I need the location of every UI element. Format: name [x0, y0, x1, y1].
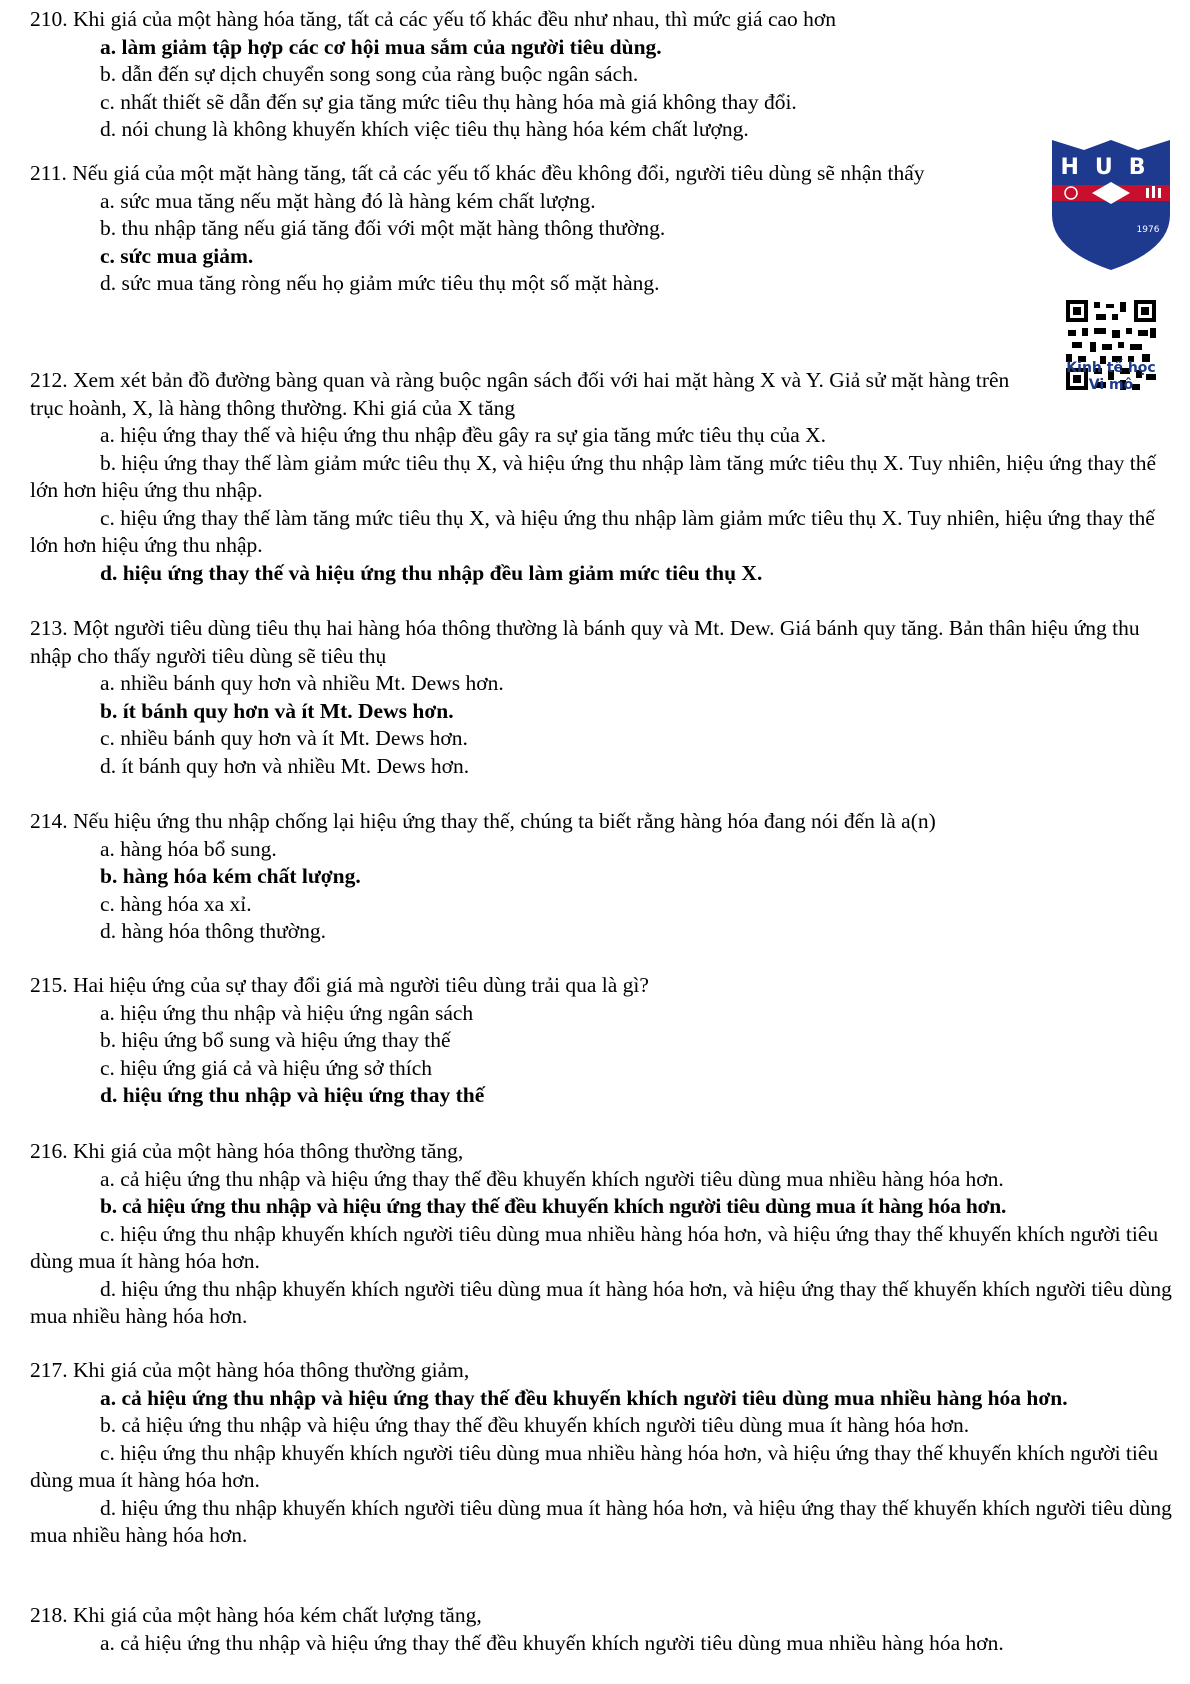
answer-option: b. cả hiệu ứng thu nhập và hiệu ứng thay thế đều khuyến khích người tiêu dùng mua ít hàng hóa hơn.: [100, 1194, 1007, 1218]
answer-option: d. ít bánh quy hơn và nhiều Mt. Dews hơn.: [100, 753, 470, 778]
logo-caption-line2: Vi mô: [1088, 377, 1134, 393]
answer-option: d. hiệu ứng thu nhập và hiệu ứng thay thế: [100, 1083, 485, 1107]
question-215: [30, 972, 1172, 1110]
shield-letters: HUB: [1060, 155, 1162, 180]
question-217: [30, 1357, 1172, 1550]
question-216: [30, 1138, 1172, 1331]
answer-option: b. hàng hóa kém chất lượng.: [100, 864, 361, 888]
answer-option: b. thu nhập tăng nếu giá tăng đối với một mặt hàng thông thường.: [100, 216, 666, 240]
question-stem: 211. Nếu giá của một mặt hàng tăng, tất cả các yếu tố khác đều không đổi, người tiêu dùng sẽ nhận thấy: [30, 161, 925, 185]
question-stem: 217. Khi giá của một hàng hóa thông thường giảm,: [30, 1358, 470, 1382]
logo-caption-line1: Kinh tế học: [1066, 360, 1156, 376]
answer-option: d. hiệu ứng thu nhập khuyến khích người tiêu dùng mua ít hàng hóa hơn, và hiệu ứng thay thế khuyến khích người tiêu dùng mua nhiều hàng hóa hơn.: [30, 1276, 1172, 1328]
question-stem: 212. Xem xét bản đồ đường bàng quan và ràng buộc ngân sách đối với hai mặt hàng X và Y. Giả sử mặt hàng trên trục hoành, X, là hàng thông thường. Khi giá của X tăng: [30, 368, 1010, 420]
answer-option: b. ít bánh quy hơn và ít Mt. Dews hơn.: [100, 698, 454, 723]
question-212: [30, 367, 1172, 587]
question-211: [30, 160, 990, 298]
answer-option: a. hàng hóa bổ sung.: [100, 836, 277, 861]
answer-option: d. hiệu ứng thay thế và hiệu ứng thu nhập đều làm giảm mức tiêu thụ X.: [100, 560, 763, 585]
answer-option: d. hiệu ứng thu nhập khuyến khích người tiêu dùng mua ít hàng hóa hơn, và hiệu ứng thay thế khuyến khích người tiêu dùng mua nhiều hàng hóa hơn.: [30, 1495, 1172, 1547]
answer-option: a. nhiều bánh quy hơn và nhiều Mt. Dews hơn.: [100, 671, 504, 695]
question-210: [30, 6, 1172, 144]
answer-option: c. hiệu ứng thu nhập khuyến khích người tiêu dùng mua nhiều hàng hóa hơn, và hiệu ứng thay thế khuyến khích người tiêu dùng mua ít hàng hóa hơn.: [30, 1440, 1159, 1492]
answer-option: b. hiệu ứng thay thế làm giảm mức tiêu thụ X, và hiệu ứng thu nhập làm tăng mức tiêu thụ X. Tuy nhiên, hiệu ứng thay thế lớn hơn hiệu ứng thu nhập.: [30, 450, 1157, 502]
answer-option: a. hiệu ứng thu nhập và hiệu ứng ngân sách: [100, 1000, 474, 1025]
answer-option: d. hàng hóa thông thường.: [100, 919, 327, 943]
answer-option: c. hàng hóa xa xỉ.: [100, 891, 252, 916]
question-stem: 213. Một người tiêu dùng tiêu thụ hai hàng hóa thông thường là bánh quy và Mt. Dew. Giá bánh quy tăng. Bản thân hiệu ứng thu nhập cho thấy người tiêu dùng sẽ tiêu thụ: [30, 616, 1140, 668]
answer-option: d. nói chung là không khuyến khích việc tiêu thụ hàng hóa kém chất lượng.: [100, 117, 749, 141]
answer-option: c. hiệu ứng giá cả và hiệu ứng sở thích: [100, 1055, 433, 1080]
answer-option: b. dẫn đến sự dịch chuyển song song của ràng buộc ngân sách.: [100, 62, 639, 86]
question-stem: 216. Khi giá của một hàng hóa thông thường tăng,: [30, 1139, 464, 1163]
answer-option: a. cả hiệu ứng thu nhập và hiệu ứng thay thế đều khuyến khích người tiêu dùng mua nhiều hàng hóa hơn.: [100, 1166, 1004, 1191]
answer-option: c. sức mua giảm.: [100, 243, 254, 268]
question-213: [30, 615, 1172, 780]
question-stem: 215. Hai hiệu ứng của sự thay đổi giá mà người tiêu dùng trải qua là gì?: [30, 973, 649, 997]
question-stem: 210. Khi giá của một hàng hóa tăng, tất cả các yếu tố khác đều như nhau, thì mức giá cao hơn: [30, 7, 837, 31]
answer-option: a. làm giảm tập hợp các cơ hội mua sắm của người tiêu dùng.: [100, 34, 662, 59]
answer-option: c. hiệu ứng thu nhập khuyến khích người tiêu dùng mua nhiều hàng hóa hơn, và hiệu ứng thay thế khuyến khích người tiêu dùng mua ít hàng hóa hơn.: [30, 1221, 1159, 1273]
answer-option: b. hiệu ứng bổ sung và hiệu ứng thay thế: [100, 1028, 451, 1052]
answer-option: a. cả hiệu ứng thu nhập và hiệu ứng thay thế đều khuyến khích người tiêu dùng mua nhiều hàng hóa hơn.: [100, 1630, 1004, 1655]
answer-option: c. nhiều bánh quy hơn và ít Mt. Dews hơn.: [100, 726, 468, 750]
question-stem: 214. Nếu hiệu ứng thu nhập chống lại hiệu ứng thay thế, chúng ta biết rằng hàng hóa đang nói đến là a(n): [30, 809, 936, 833]
university-logo: [1046, 140, 1176, 440]
answer-option: d. sức mua tăng ròng nếu họ giảm mức tiêu thụ một số mặt hàng.: [100, 271, 660, 295]
question-218: [30, 1602, 1172, 1657]
shield-year: 1976: [1136, 225, 1160, 235]
answer-option: a. hiệu ứng thay thế và hiệu ứng thu nhập đều gây ra sự gia tăng mức tiêu thụ của X.: [100, 423, 827, 447]
question-stem: 218. Khi giá của một hàng hóa kém chất lượng tăng,: [30, 1603, 482, 1627]
answer-option: a. cả hiệu ứng thu nhập và hiệu ứng thay thế đều khuyến khích người tiêu dùng mua nhiều hàng hóa hơn.: [100, 1385, 1068, 1410]
answer-option: b. cả hiệu ứng thu nhập và hiệu ứng thay thế đều khuyến khích người tiêu dùng mua ít hàng hóa hơn.: [100, 1413, 970, 1437]
question-214: [30, 808, 1172, 946]
answer-option: c. hiệu ứng thay thế làm tăng mức tiêu thụ X, và hiệu ứng thu nhập làm giảm mức tiêu thụ X. Tuy nhiên, hiệu ứng thay thế lớn hơn hiệu ứng thu nhập.: [30, 505, 1155, 557]
answer-option: c. nhất thiết sẽ dẫn đến sự gia tăng mức tiêu thụ hàng hóa mà giá không thay đổi.: [100, 89, 797, 114]
answer-option: a. sức mua tăng nếu mặt hàng đó là hàng kém chất lượng.: [100, 188, 596, 213]
